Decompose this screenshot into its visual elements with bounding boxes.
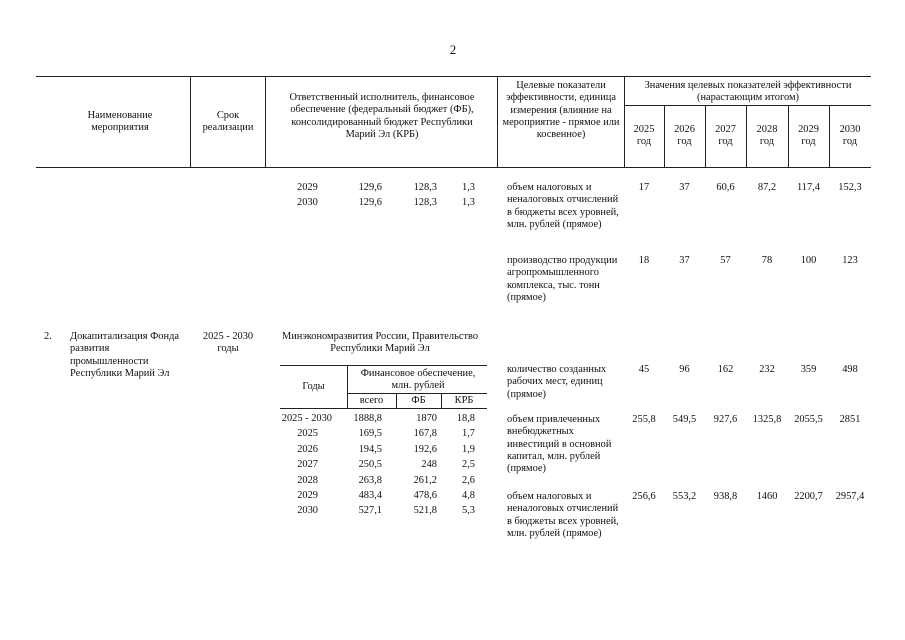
finance-row-total: 250,5 [358, 459, 382, 470]
cont-finance-krb: 1,3 [462, 182, 475, 193]
header-year-2027: 2027 год [715, 124, 736, 148]
cont-indicator-text: производство продукции агропромышленного комплекса, тыс. тонн (прямое) [507, 255, 618, 303]
finance-row-krb: 2,5 [462, 459, 475, 470]
header-year-2030: 2030 год [839, 124, 861, 148]
indicator-value-2028: 1325,8 [752, 414, 782, 425]
page-number: 2 [449, 42, 457, 57]
item-name: Докапитализация Фонда развития промышленности Республики Марий Эл [70, 331, 179, 379]
cont-indicator-value-2028: 78 [761, 255, 773, 266]
finance-row-krb: 4,8 [462, 490, 475, 501]
finance-table-top-rule [280, 365, 487, 366]
cont-indicator-value-2026: 37 [679, 182, 690, 193]
item-number: 2. [44, 331, 52, 342]
header-divider [190, 76, 191, 167]
indicator-text: объем налоговых и неналоговых отчислений в бюджеты всех уровней, млн. рублей (прямое) [507, 491, 619, 539]
finance-row-krb: 1,7 [462, 428, 475, 439]
finance-row-year: 2025 [297, 428, 318, 439]
finance-row-fb: 261,2 [413, 475, 437, 486]
finance-row-year: 2029 [297, 490, 318, 501]
finance-row-fb: 248 [421, 459, 437, 470]
finance-row-krb: 5,3 [462, 505, 475, 516]
indicator-value-2025: 255,8 [632, 414, 656, 425]
item-executors: Минэкономразвития России, Правительство Республики Марий Эл [281, 331, 479, 355]
indicator-value-2025: 45 [638, 364, 650, 375]
finance-row-total: 263,8 [358, 475, 382, 486]
finance-row-year: 2027 [297, 459, 318, 470]
indicator-value-2027: 927,6 [713, 414, 738, 425]
header-year-2026: 2026 год [674, 124, 695, 148]
cont-indicator-value-2029: 117,4 [797, 182, 820, 193]
indicator-value-2029: 2200,7 [794, 491, 823, 502]
cont-finance-fb: 128,3 [413, 197, 437, 208]
finance-row-fb: 1870 [416, 413, 437, 424]
header-indicators: Целевые показатели эффективности, единица измерения (влияние на мероприятие - прямое или косвенное) [502, 80, 620, 141]
indicator-value-2029: 2055,5 [794, 414, 823, 425]
cont-indicator-value-2028: 87,2 [757, 182, 777, 193]
cont-finance-total: 129,6 [358, 197, 382, 208]
cont-indicator-value-2026: 37 [679, 255, 690, 266]
finance-header-title: Финансовое обеспечение, млн. рублей [360, 368, 476, 392]
indicator-value-2026: 553,2 [672, 491, 697, 502]
cont-indicator-text: объем налоговых и неналоговых отчислений в бюджеты всех уровней, млн. рублей (прямое) [507, 182, 619, 230]
cont-finance-year: 2029 [297, 182, 318, 193]
header-divider [265, 76, 266, 167]
header-divider [497, 76, 498, 167]
cont-indicator-value-2027: 57 [720, 255, 731, 266]
header-name: Наименование мероприятия [87, 110, 153, 134]
cont-finance-krb: 1,3 [462, 197, 475, 208]
header-values-title: Значения целевых показателей эффективности (нарастающим итогом) [644, 80, 852, 104]
indicator-value-2026: 549,5 [672, 414, 697, 425]
finance-row-total: 527,1 [358, 505, 382, 516]
finance-row-year: 2028 [297, 475, 318, 486]
finance-row-year: 2025 - 2030 [281, 413, 332, 424]
indicator-value-2029: 359 [800, 364, 817, 375]
finance-row-krb: 2,6 [462, 475, 475, 486]
cont-finance-year: 2030 [297, 197, 318, 208]
indicator-value-2025: 256,6 [632, 491, 656, 502]
indicator-value-2028: 1460 [756, 491, 778, 502]
cont-indicator-value-2030: 152,3 [838, 182, 862, 193]
finance-subheader-rule [348, 393, 487, 394]
indicator-value-2030: 498 [842, 364, 858, 375]
header-year-2025: 2025 год [633, 124, 655, 148]
finance-row-fb: 167,8 [413, 428, 437, 439]
finance-row-krb: 1,9 [462, 444, 475, 455]
header-term: Срок реализации [202, 110, 254, 134]
cont-finance-fb: 128,3 [413, 182, 437, 193]
finance-row-krb: 18,8 [456, 413, 475, 424]
finance-row-fb: 192,6 [413, 444, 437, 455]
indicator-value-2028: 232 [759, 364, 775, 375]
indicator-text: объем привлеченных внебюджетных инвестиций в основной капитал, млн. рублей (прямое) [507, 414, 612, 475]
finance-row-total: 169,5 [358, 428, 382, 439]
finance-header-years: Годы [302, 381, 325, 392]
cont-indicator-value-2025: 18 [638, 255, 650, 266]
indicator-value-2027: 938,8 [713, 491, 738, 502]
header-bottom-rule [36, 167, 871, 168]
finance-row-year: 2026 [297, 444, 318, 455]
header-top-rule [36, 76, 871, 77]
finance-row-fb: 478,6 [413, 490, 437, 501]
cont-indicator-value-2030: 123 [842, 255, 858, 266]
cont-indicator-value-2029: 100 [800, 255, 817, 266]
header-divider [624, 76, 625, 167]
finance-header-total: всего [359, 395, 384, 406]
header-year-2028: 2028 год [756, 124, 778, 148]
indicator-value-2027: 162 [717, 364, 734, 375]
finance-header-krb: КРБ [454, 395, 474, 406]
indicator-text: количество созданных рабочих мест, единиц (прямое) [507, 364, 607, 400]
values-title-rule [624, 105, 871, 106]
finance-row-total: 483,4 [358, 490, 382, 501]
header-year-2029: 2029 год [798, 124, 819, 148]
indicator-value-2030: 2957,4 [835, 491, 865, 502]
finance-table-header-bottom-rule [280, 408, 487, 409]
cont-finance-total: 129,6 [358, 182, 382, 193]
indicator-value-2026: 96 [679, 364, 690, 375]
header-responsible: Ответственный исполнитель, финансовое обеспечение (федеральный бюджет (ФБ), консолидированный бюджет Республики Марий Эл (КРБ) [289, 92, 475, 140]
cont-indicator-value-2025: 17 [638, 182, 650, 193]
cont-indicator-value-2027: 60,6 [716, 182, 735, 193]
finance-header-fb: ФБ [411, 395, 426, 406]
finance-row-total: 1888,8 [353, 413, 382, 424]
finance-row-year: 2030 [297, 505, 318, 516]
indicator-value-2030: 2851 [839, 414, 861, 425]
finance-row-fb: 521,8 [413, 505, 437, 516]
finance-row-total: 194,5 [358, 444, 382, 455]
item-term: 2025 - 2030 годы [202, 331, 254, 355]
